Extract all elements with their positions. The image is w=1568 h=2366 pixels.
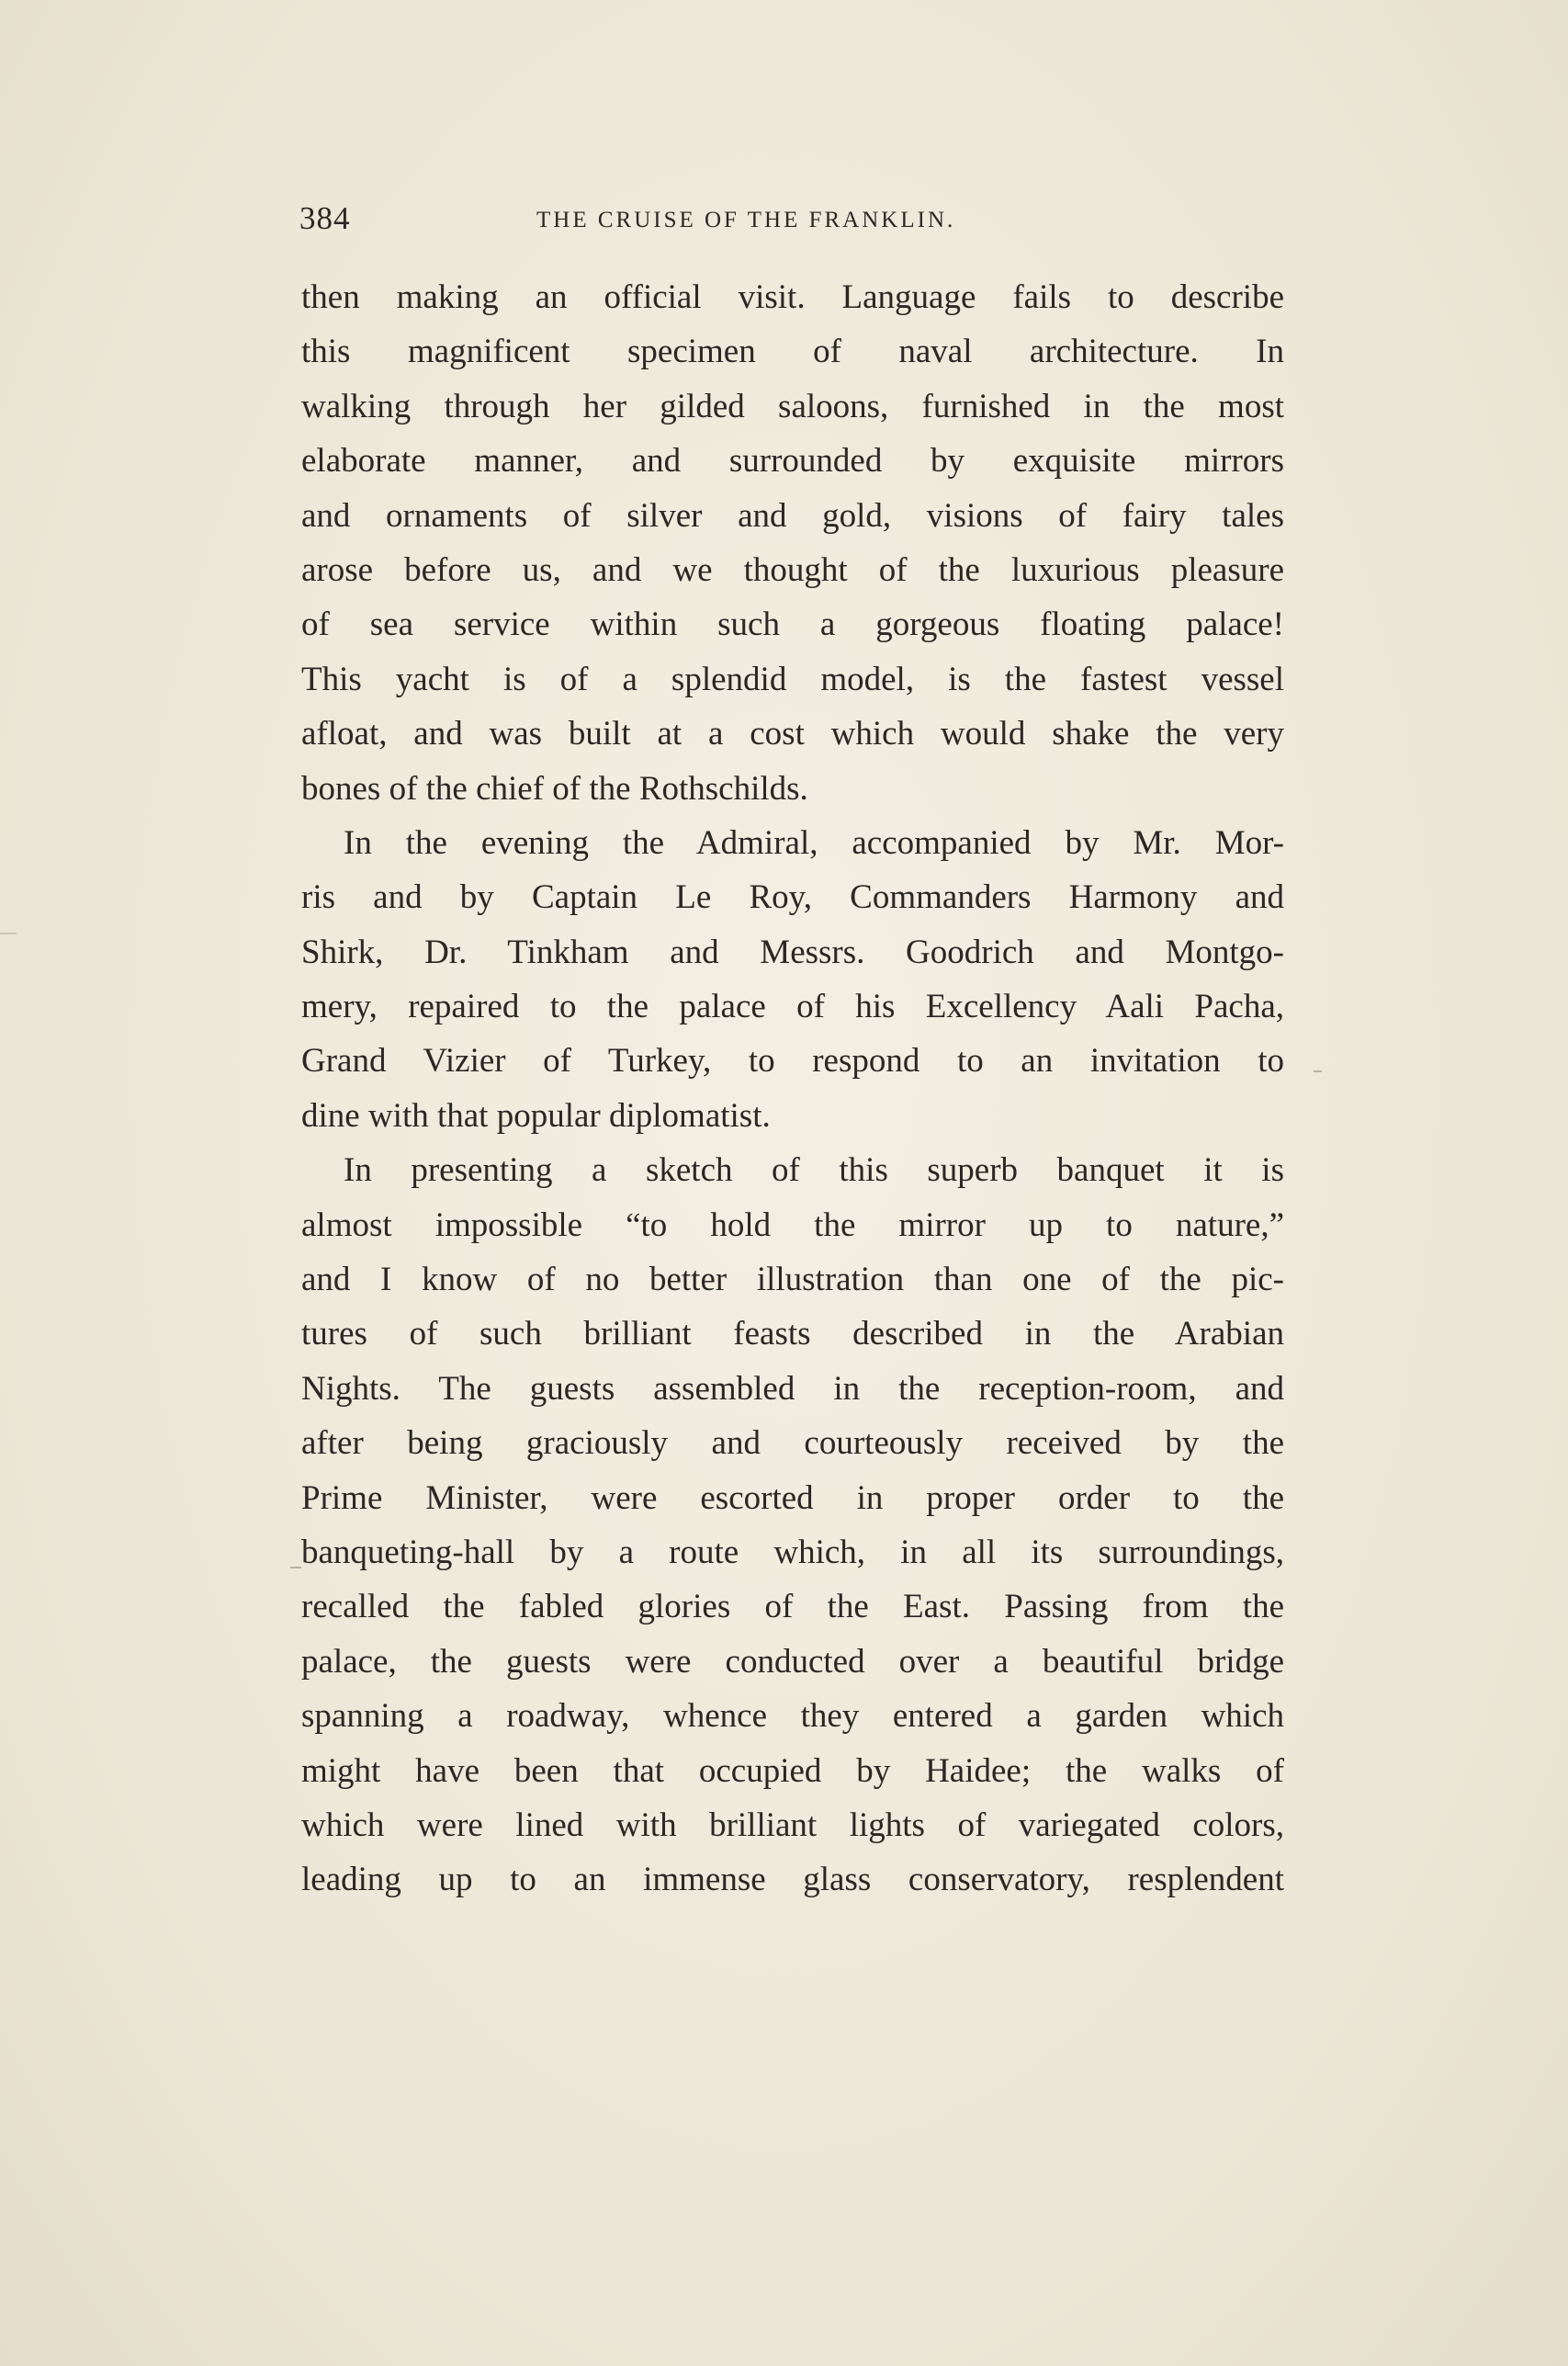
text-line: recalled the fabled glories of the East. Passing from the <box>301 1588 1284 1626</box>
margin-mark <box>290 1567 301 1568</box>
text-line: almost impossible “to hold the mirror up to nature,” <box>301 1206 1284 1244</box>
text-line: then making an official visit. Language fails to describe <box>301 278 1284 316</box>
text-line: mery, repaired to the palace of his Excellency Aali Pacha, <box>301 988 1284 1026</box>
text-line: ris and by Captain Le Roy, Commanders Harmony and <box>301 878 1284 917</box>
text-line: Nights. The guests assembled in the reception-room, and <box>301 1369 1284 1408</box>
paragraph-start-line: In presenting a sketch of this superb banquet it is <box>344 1151 1284 1190</box>
paper-fleck <box>0 933 17 934</box>
text-line: might have been that occupied by Haidee; the walks of <box>301 1751 1284 1790</box>
text-line: walking through her gilded saloons, furnished in the most <box>301 387 1284 425</box>
running-title: THE CRUISE OF THE FRANKLIN. <box>536 208 956 232</box>
text-line: leading up to an immense glass conservatory, resplendent <box>301 1861 1284 1899</box>
text-line: palace, the guests were conducted over a beautiful bridge <box>301 1642 1284 1681</box>
text-line: Shirk, Dr. Tinkham and Messrs. Goodrich and Montgo- <box>301 933 1284 971</box>
text-line: Prime Minister, were escorted in proper order to the <box>301 1478 1284 1517</box>
text-line: and ornaments of silver and gold, visions of fairy tales <box>301 496 1284 535</box>
text-line: of sea service within such a gorgeous floating palace! <box>301 606 1284 644</box>
text-line: spanning a roadway, whence they entered a garden which <box>301 1697 1284 1736</box>
body-text <box>301 270 1284 1908</box>
text-line: and I know of no better illustration than one of the pic- <box>301 1261 1284 1299</box>
text-line: bones of the chief of the Rothschilds. <box>301 769 808 808</box>
text-line: after being graciously and courteously received by the <box>301 1424 1284 1463</box>
text-line: elaborate manner, and surrounded by exquisite mirrors <box>301 442 1284 481</box>
text-line: This yacht is of a splendid model, is the fastest vessel <box>301 660 1284 698</box>
text-line: which were lined with brilliant lights of variegated colors, <box>301 1806 1284 1844</box>
running-head <box>299 200 1282 246</box>
text-line: dine with that popular diplomatist. <box>301 1096 771 1135</box>
text-line: Grand Vizier of Turkey, to respond to an invitation to <box>301 1042 1284 1081</box>
text-line: this magnificent specimen of naval architecture. In <box>301 333 1284 371</box>
text-line: afloat, and was built at a cost which would shake the very <box>301 715 1284 753</box>
text-line: banqueting-hall by a route which, in all its surroundings, <box>301 1533 1284 1571</box>
text-line: arose before us, and we thought of the luxurious pleasure <box>301 550 1284 589</box>
margin-mark <box>1314 1070 1322 1072</box>
page-number: 384 <box>299 200 351 236</box>
paragraph-start-line: In the evening the Admiral, accompanied by Mr. Mor- <box>344 823 1284 862</box>
text-line: tures of such brilliant feasts described in the Arabian <box>301 1315 1284 1353</box>
